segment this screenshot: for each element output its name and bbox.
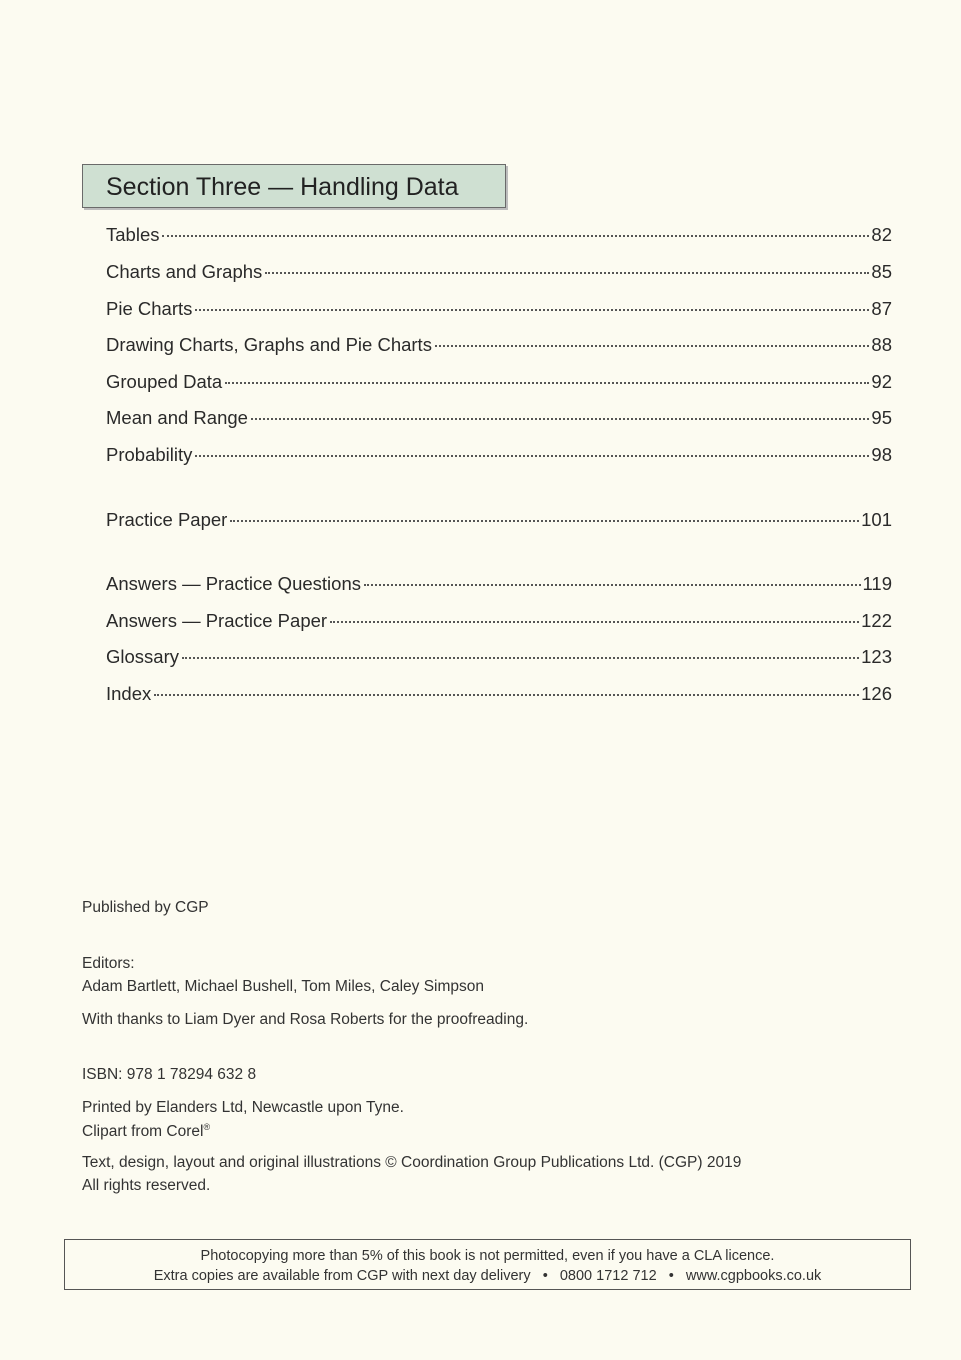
toc-entry-page: 95 [871, 407, 892, 428]
toc-dot-leader [364, 584, 861, 586]
toc-entry-page: 101 [861, 509, 892, 530]
toc-dot-leader [195, 455, 869, 457]
toc-entry-title: Grouped Data [106, 371, 223, 392]
toc-entry[interactable] [106, 334, 892, 360]
section-header [82, 164, 506, 208]
toc-entry[interactable] [106, 509, 892, 535]
toc-entry-title: Probability [106, 444, 193, 465]
proofreading-thanks: With thanks to Liam Dyer and Rosa Roberts for the proofreading. [82, 1011, 529, 1028]
toc-dot-leader [225, 382, 869, 384]
toc-entry-title: Drawing Charts, Graphs and Pie Charts [106, 334, 432, 355]
toc-dot-leader [330, 621, 859, 623]
photocopy-notice-box [64, 1239, 911, 1290]
clipart-credit [82, 1122, 210, 1141]
toc-dot-leader [230, 520, 859, 522]
toc-entry-page: 85 [871, 261, 892, 282]
toc-entry-title: Mean and Range [106, 407, 248, 428]
toc-entry-title: Glossary [106, 646, 179, 667]
toc-dot-leader [195, 309, 869, 311]
toc-entry-page: 123 [861, 646, 892, 667]
toc-entry-page: 87 [871, 298, 892, 319]
toc-entry-page: 82 [871, 224, 892, 245]
toc-entry-page: 88 [871, 334, 892, 355]
toc-entry-title: Index [106, 683, 152, 704]
clipart-credit-text: Clipart from Corel [82, 1123, 204, 1141]
toc-dot-leader [265, 272, 869, 274]
isbn: ISBN: 978 1 78294 632 8 [82, 1066, 257, 1083]
toc-entry[interactable] [106, 371, 892, 397]
rights-reserved: All rights reserved. [82, 1177, 211, 1194]
toc-entry-title: Practice Paper [106, 509, 228, 530]
toc-entry[interactable] [106, 646, 892, 672]
registered-mark: ® [203, 1122, 211, 1132]
toc-entry[interactable] [106, 298, 892, 324]
toc-entry[interactable] [106, 444, 892, 470]
printed-by: Printed by Elanders Ltd, Newcastle upon Tyne. [82, 1099, 404, 1116]
section-title: Section Three — Handling Data [106, 173, 459, 201]
toc-entry-page: 119 [862, 573, 892, 594]
contact-line: Extra copies are available from CGP with next day delivery • 0800 1712 712 • www.cgpbooks.co.uk [153, 1268, 822, 1284]
toc-entry[interactable] [106, 573, 892, 599]
copyright-notice: Text, design, layout and original illustrations © Coordination Group Publications Ltd. (CGP) 2019 [82, 1154, 742, 1171]
published-by: Published by CGP [82, 899, 209, 916]
toc-entry-page: 122 [861, 610, 892, 631]
toc-dot-leader [182, 657, 859, 659]
toc-entry[interactable] [106, 610, 892, 636]
toc-dot-leader [251, 418, 869, 420]
toc-entry[interactable] [106, 683, 892, 709]
toc-entry[interactable] [106, 407, 892, 433]
toc-entry-title: Charts and Graphs [106, 261, 263, 282]
editors-label: Editors: [82, 955, 135, 972]
toc-entry-page: 126 [861, 683, 892, 704]
toc-entry-title: Pie Charts [106, 298, 193, 319]
toc-dot-leader [154, 694, 859, 696]
toc-entry-title: Tables [106, 224, 160, 245]
photocopy-notice-line: Photocopying more than 5% of this book is not permitted, even if you have a CLA licence. [200, 1248, 775, 1264]
toc-entry-title: Answers — Practice Paper [106, 610, 328, 631]
toc-entry-page: 98 [871, 444, 892, 465]
toc-dot-leader [435, 345, 869, 347]
toc-entry-page: 92 [871, 371, 892, 392]
toc-entry[interactable] [106, 224, 892, 250]
toc-entry[interactable] [106, 261, 892, 287]
toc-entry-title: Answers — Practice Questions [106, 573, 361, 594]
toc-dot-leader [162, 235, 869, 237]
editors-list: Adam Bartlett, Michael Bushell, Tom Miles, Caley Simpson [82, 978, 485, 995]
